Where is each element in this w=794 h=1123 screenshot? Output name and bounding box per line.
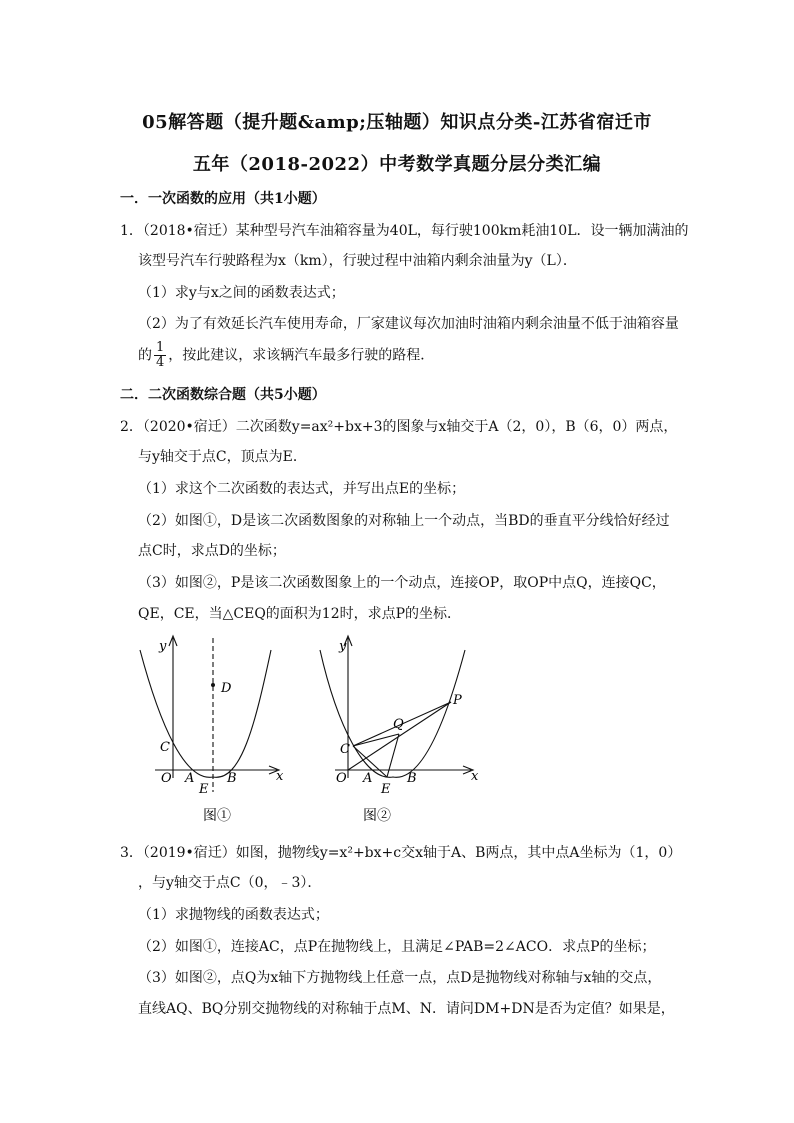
fig1-y-label: y: [159, 639, 167, 654]
q2-line-1: 2．（2020•宿迁）二次函数y=ax²+bx+3的图象与x轴交于A（2，0），B（6，0）两点，: [120, 419, 678, 435]
q2-part-1: （1）求这个二次函数的表达式，并写出点E的坐标；: [138, 481, 466, 497]
fig2-point-a: A: [363, 771, 373, 786]
fig2-caption: 图②: [363, 808, 391, 824]
paper-title-line-1: 05解答题（提升题&amp;压轴题）知识点分类-江苏省宿迁市: [142, 112, 652, 133]
fig1-point-d: D: [221, 681, 232, 696]
fig1-point-c: C: [160, 740, 170, 755]
fig1-x-label: x: [276, 769, 284, 784]
q3-part-1: （1）求抛物线的函数表达式；: [138, 907, 329, 923]
fig1-point-e: E: [199, 782, 209, 797]
q2-part-2: （2）如图①，D是该二次函数图象的对称轴上一个动点，当BD的垂直平分线恰好经过: [138, 513, 670, 529]
q2-line-2: 与y轴交于点C，顶点为E．: [138, 449, 307, 465]
q1-part-1: （1）求y与x之间的函数表达式；: [138, 285, 345, 301]
q3-line-2: ，与y轴交于点C（0，﹣3）．: [138, 875, 322, 891]
q1-line-2: 该型号汽车行驶路程为x（km），行驶过程中油箱内剩余油量为y（L）．: [138, 253, 577, 269]
fig2-point-p: P: [453, 693, 462, 708]
section-heading-quadratic: 二．二次函数综合题（共5小题）: [120, 387, 326, 403]
q2-part-2-cont: 点C时，求点D的坐标；: [138, 543, 286, 559]
q2-part-3-cont: QE，CE，当△CEQ的面积为12时，求点P的坐标．: [138, 606, 462, 622]
q3-part-3: （3）如图②，点Q为x轴下方抛物线上任意一点，点D是抛物线对称轴与x轴的交点，: [138, 970, 662, 986]
figure-2-parabola-diagram: [315, 630, 485, 830]
section-heading-linear: 一．一次函数的应用（共1小题）: [120, 191, 326, 207]
fig1-point-b: B: [227, 771, 237, 786]
fig1-point-a: A: [185, 771, 195, 786]
one-quarter-fraction: [154, 341, 166, 370]
q1-part-2-cont: [138, 341, 434, 370]
fig2-y-label: y: [339, 639, 347, 654]
q1-part-2: （2）为了有效延长汽车使用寿命，厂家建议每次加油时油箱内剩余油量不低于油箱容量: [138, 316, 679, 332]
fig2-x-label: x: [471, 769, 479, 784]
fig2-origin-label: O: [336, 771, 347, 786]
q1-pre-text: 的: [138, 347, 152, 364]
q2-part-3: （3）如图②，P是该二次函数图象上的一个动点，连接OP，取OP中点Q，连接QC，: [138, 575, 666, 591]
fraction-numerator: 1: [156, 340, 165, 355]
q3-line-1: 3．（2019•宿迁）如图，抛物线y=x²+bx+c交x轴于A、B两点，其中点A坐标为（1，0）: [120, 845, 682, 861]
q1-post-text: ，按此建议，求该辆汽车最多行驶的路程．: [168, 347, 435, 364]
fig2-point-b: B: [407, 771, 417, 786]
fraction-denominator: 4: [156, 355, 165, 370]
figure-1-parabola-diagram: [135, 630, 295, 830]
paper-title-line-2: 五年（2018-2022）中考数学真题分层分类汇编: [192, 154, 602, 175]
fig1-origin-label: O: [161, 771, 172, 786]
q1-line-1: 1．（2018•宿迁）某种型号汽车油箱容量为40L，每行驶100km耗油10L．设一辆加满油的: [120, 223, 689, 239]
fig2-point-e: E: [381, 782, 391, 797]
q3-part-2: （2）如图①，连接AC，点P在抛物线上，且满足∠PAB=2∠ACO．求点P的坐标；: [138, 939, 656, 955]
q3-part-3-cont: 直线AQ、BQ分别交抛物线的对称轴于点M、N．请问DM+DN是否为定值？如果是，: [138, 1001, 675, 1017]
fig1-caption: 图①: [203, 808, 231, 824]
fig2-point-c: C: [340, 742, 350, 757]
fig2-point-q: Q: [393, 717, 404, 732]
